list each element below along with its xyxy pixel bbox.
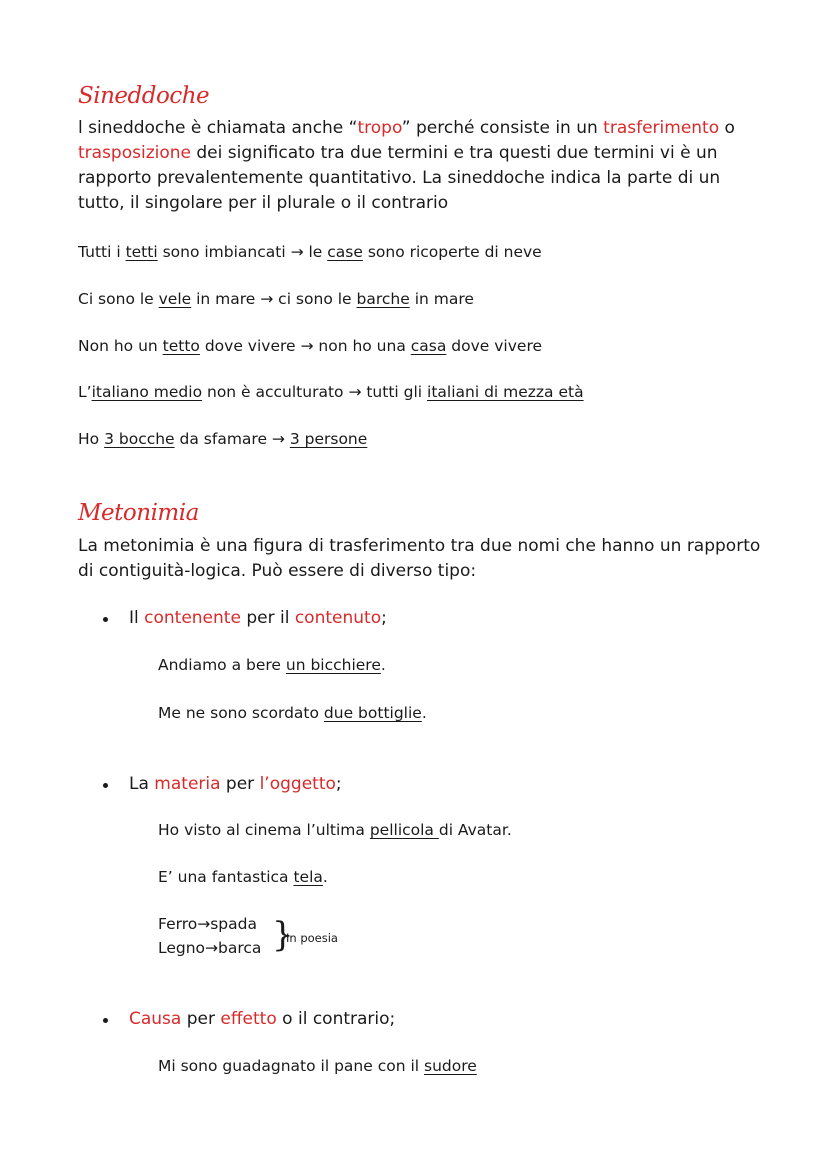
sineddoche-intro-line-3: rapporto prevalentemente quantitativo. La sineddoche indica la parte di un <box>78 168 721 188</box>
sineddoche-example-1: Tutti i tetti sono imbiancati → le case sono ricoperte di neve <box>78 243 542 261</box>
metonimia-example-bicchiere: Andiamo a bere un bicchiere. <box>158 656 386 674</box>
bullet-dot-icon <box>103 1018 108 1023</box>
sineddoche-intro-line-2: trasposizione dei significato tra due termini e tra questi due termini vi è un <box>78 143 718 163</box>
brace-icon: } <box>272 915 294 955</box>
metonimia-intro-line-1: La metonimia è una figura di trasferimento tra due nomi che hanno un rapporto <box>78 536 761 556</box>
pair-legno-barca: Legno→barca <box>158 939 262 957</box>
pair-ferro-spada: Ferro→spada <box>158 915 257 933</box>
metonimia-intro-line-2: di contiguità-logica. Può essere di diverso tipo: <box>78 561 477 581</box>
bullet-dot-icon <box>103 783 108 788</box>
bullet-contenente: Il contenente per il contenuto; <box>129 608 387 628</box>
term-trasferimento: trasferimento <box>603 118 720 138</box>
metonimia-example-sudore: Mi sono guadagnato il pane con il sudore <box>158 1057 477 1075</box>
metonimia-example-pellicola: Ho visto al cinema l’ultima pellicola di Avatar. <box>158 821 512 839</box>
sineddoche-example-5: Ho 3 bocche da sfamare → 3 persone <box>78 430 368 448</box>
bullet-dot-icon <box>103 617 108 622</box>
metonimia-example-tela: E’ una fantastica tela. <box>158 868 328 886</box>
sineddoche-example-2: Ci sono le vele in mare → ci sono le barche in mare <box>78 290 474 308</box>
bullet-causa: Causa per effetto o il contrario; <box>129 1009 396 1029</box>
metonimia-example-bottiglie: Me ne sono scordato due bottiglie. <box>158 704 427 722</box>
term-trasposizione: trasposizione <box>78 143 191 163</box>
sineddoche-example-3: Non ho un tetto dove vivere → non ho una casa dove vivere <box>78 337 543 355</box>
sineddoche-intro-line-4: tutto, il singolare per il plurale o il contrario <box>78 193 449 213</box>
note-in-poesia: In poesia <box>286 931 338 945</box>
term-tropo: tropo <box>357 118 402 138</box>
bullet-materia: La materia per l’oggetto; <box>129 774 342 794</box>
sineddoche-intro-line-1: l sineddoche è chiamata anche “tropo” perché consiste in un trasferimento o <box>78 118 735 138</box>
section-title-sineddoche: Sineddoche <box>78 83 210 109</box>
section-title-metonimia: Metonimia <box>78 500 199 526</box>
sineddoche-example-4: L’italiano medio non è acculturato → tutti gli italiani di mezza età <box>78 383 584 401</box>
